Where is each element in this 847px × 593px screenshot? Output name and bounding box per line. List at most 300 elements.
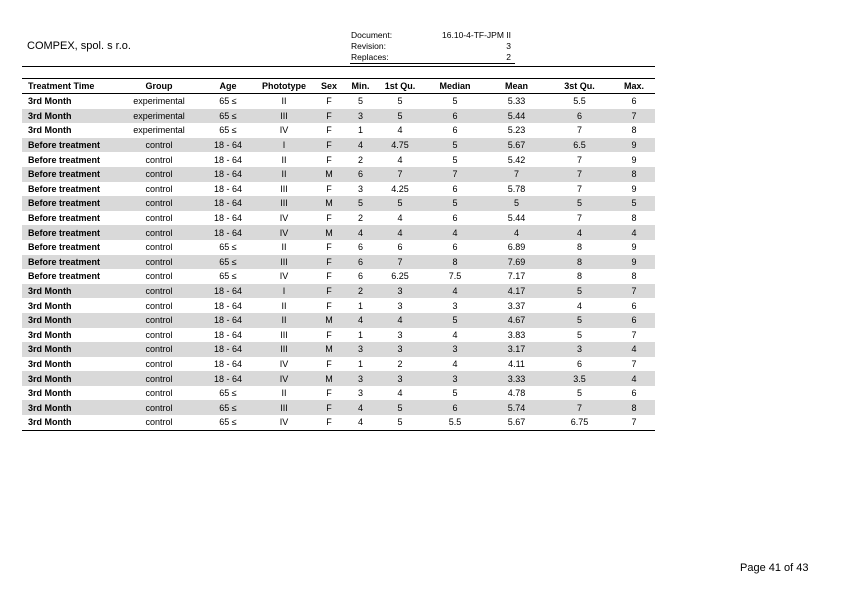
- cell-age: 18 - 64: [202, 313, 254, 328]
- cell-1st-qu: 6: [397, 242, 403, 253]
- meta-document-value: 16.10-4-TF-JPM II: [442, 30, 511, 40]
- cell-mean: 4.67: [487, 313, 546, 328]
- table-row: [22, 211, 655, 226]
- cell-phototype: II: [281, 242, 287, 253]
- cell-min: 5: [357, 96, 363, 107]
- cell-age: 18 - 64: [202, 225, 254, 240]
- cell-3st-qu: 6.5: [546, 138, 613, 153]
- cell-sex: F: [326, 213, 332, 224]
- table-row: [22, 328, 655, 343]
- cell-1st-qu: 7: [377, 255, 423, 270]
- table-row: [22, 357, 655, 372]
- cell-1st-qu: 5: [377, 109, 423, 124]
- cell-mean: 3.83: [507, 329, 526, 340]
- cell-mean: 5.44: [507, 213, 526, 224]
- cell-group: control: [116, 313, 202, 328]
- table-row: [22, 284, 655, 299]
- cell-phototype: IV: [279, 358, 289, 369]
- cell-mean: 7: [487, 167, 546, 182]
- meta-document-row: [351, 30, 511, 41]
- cell-treatment-time: Before treatment: [28, 154, 101, 165]
- cell-age: 65 ≤: [219, 388, 237, 399]
- cell-group: control: [145, 388, 173, 399]
- cell-age: 18 - 64: [213, 358, 243, 369]
- cell-phototype: III: [254, 400, 314, 415]
- col-header-median: Median: [423, 79, 487, 94]
- cell-1st-qu: 5: [377, 415, 423, 430]
- cell-median: 4: [452, 358, 458, 369]
- cell-max: 9: [613, 255, 655, 270]
- cell-median: 3: [423, 342, 487, 357]
- cell-treatment-time: Before treatment: [22, 225, 116, 240]
- col-header-3st-qu: 3st Qu.: [546, 79, 613, 94]
- cell-phototype: IV: [279, 213, 289, 224]
- cell-age: 65 ≤: [219, 96, 237, 107]
- cell-1st-qu: 3: [397, 329, 403, 340]
- cell-median: 6: [423, 400, 487, 415]
- meta-replaces-value: 2: [506, 52, 511, 62]
- cell-sex: F: [314, 400, 344, 415]
- cell-max: 4: [613, 225, 655, 240]
- cell-group: control: [116, 371, 202, 386]
- cell-3st-qu: 6: [576, 358, 582, 369]
- cell-3st-qu: 8: [546, 255, 613, 270]
- col-header-mean: Mean: [487, 79, 546, 94]
- table-row: [22, 371, 655, 386]
- cell-1st-qu: 7: [377, 167, 423, 182]
- cell-max: 4: [613, 371, 655, 386]
- cell-1st-qu: 4.75: [377, 138, 423, 153]
- cell-3st-qu: 7: [576, 154, 582, 165]
- cell-min: 1: [357, 125, 363, 136]
- cell-phototype: III: [280, 183, 288, 194]
- cell-phototype: II: [254, 313, 314, 328]
- cell-sex: F: [314, 109, 344, 124]
- cell-1st-qu: 5: [397, 96, 403, 107]
- cell-sex: M: [314, 342, 344, 357]
- table-row: [22, 313, 655, 328]
- cell-1st-qu: 4: [377, 313, 423, 328]
- cell-age: 18 - 64: [213, 329, 243, 340]
- cell-max: 4: [613, 342, 655, 357]
- cell-sex: M: [314, 371, 344, 386]
- cell-max: 6: [613, 313, 655, 328]
- meta-replaces-row: [351, 52, 511, 63]
- cell-group: control: [145, 183, 173, 194]
- cell-phototype: IV: [254, 225, 314, 240]
- cell-group: control: [145, 154, 173, 165]
- cell-phototype: III: [254, 342, 314, 357]
- cell-age: 65 ≤: [219, 125, 237, 136]
- cell-min: 4: [344, 138, 377, 153]
- cell-max: 8: [613, 400, 655, 415]
- table-header-row: [22, 79, 655, 94]
- col-header-treatment-time: Treatment Time: [22, 79, 116, 94]
- cell-median: 6: [452, 242, 458, 253]
- cell-group: control: [116, 255, 202, 270]
- cell-median: 4: [423, 225, 487, 240]
- cell-sex: F: [326, 300, 332, 311]
- cell-treatment-time: 3rd Month: [22, 284, 116, 299]
- statistics-table: [22, 78, 655, 431]
- cell-mean: 4.17: [487, 284, 546, 299]
- cell-min: 1: [357, 329, 363, 340]
- cell-1st-qu: 4: [397, 388, 403, 399]
- cell-mean: 3.37: [507, 300, 526, 311]
- cell-mean: 5.33: [507, 96, 526, 107]
- cell-phototype: IV: [279, 125, 289, 136]
- cell-treatment-time: 3rd Month: [22, 109, 116, 124]
- cell-treatment-time: 3rd Month: [28, 300, 72, 311]
- cell-treatment-time: 3rd Month: [22, 342, 116, 357]
- cell-sex: M: [314, 313, 344, 328]
- cell-mean: 5.78: [507, 183, 526, 194]
- cell-max: 7: [631, 329, 637, 340]
- cell-group: control: [116, 342, 202, 357]
- cell-treatment-time: Before treatment: [22, 196, 116, 211]
- cell-group: experimental: [133, 96, 185, 107]
- cell-max: 9: [631, 242, 637, 253]
- cell-mean: 5.74: [487, 400, 546, 415]
- cell-3st-qu: 6: [546, 109, 613, 124]
- cell-group: control: [145, 242, 173, 253]
- cell-treatment-time: Before treatment: [22, 255, 116, 270]
- cell-age: 18 - 64: [202, 371, 254, 386]
- cell-mean: 5.42: [507, 154, 526, 165]
- cell-treatment-time: 3rd Month: [28, 358, 72, 369]
- cell-3st-qu: 7: [576, 213, 582, 224]
- cell-treatment-time: Before treatment: [22, 138, 116, 153]
- cell-max: 9: [631, 154, 637, 165]
- cell-mean: 5.44: [487, 109, 546, 124]
- table-row: [22, 196, 655, 211]
- cell-3st-qu: 5.5: [573, 96, 586, 107]
- cell-min: 6: [357, 271, 363, 282]
- cell-min: 3: [357, 388, 363, 399]
- cell-3st-qu: 4: [576, 300, 582, 311]
- cell-group: experimental: [116, 109, 202, 124]
- cell-mean: 4.11: [508, 358, 525, 369]
- cell-mean: 3.33: [487, 371, 546, 386]
- cell-group: control: [116, 284, 202, 299]
- col-header-phototype: Phototype: [254, 79, 314, 94]
- cell-3st-qu: 5: [576, 329, 582, 340]
- cell-median: 5: [452, 96, 458, 107]
- cell-sex: F: [326, 154, 332, 165]
- cell-treatment-time: 3rd Month: [28, 388, 72, 399]
- cell-1st-qu: 4: [397, 154, 403, 165]
- table-row: [22, 415, 655, 430]
- cell-treatment-time: Before treatment: [28, 213, 101, 224]
- cell-age: 18 - 64: [213, 154, 243, 165]
- cell-3st-qu: 5: [546, 313, 613, 328]
- cell-max: 9: [613, 138, 655, 153]
- cell-sex: F: [326, 388, 332, 399]
- meta-revision-value: 3: [506, 41, 511, 51]
- cell-min: 6: [357, 242, 363, 253]
- cell-age: 65 ≤: [202, 415, 254, 430]
- table-row: [22, 167, 655, 182]
- cell-3st-qu: 8: [576, 242, 582, 253]
- cell-1st-qu: 3: [377, 371, 423, 386]
- cell-3st-qu: 7: [546, 400, 613, 415]
- cell-median: 4: [423, 284, 487, 299]
- col-header-max: Max.: [613, 79, 655, 94]
- cell-1st-qu: 4: [397, 213, 403, 224]
- cell-max: 8: [631, 271, 637, 282]
- cell-min: 4: [344, 400, 377, 415]
- cell-min: 1: [357, 358, 363, 369]
- col-header-sex: Sex: [314, 79, 344, 94]
- cell-median: 3: [423, 371, 487, 386]
- cell-sex: M: [314, 225, 344, 240]
- cell-min: 5: [344, 196, 377, 211]
- cell-1st-qu: 3: [377, 284, 423, 299]
- cell-group: control: [116, 225, 202, 240]
- cell-treatment-time: Before treatment: [28, 242, 101, 253]
- cell-max: 8: [613, 167, 655, 182]
- cell-group: control: [116, 415, 202, 430]
- cell-treatment-time: 3rd Month: [22, 313, 116, 328]
- cell-median: 8: [423, 255, 487, 270]
- cell-group: experimental: [133, 125, 185, 136]
- cell-median: 6: [452, 213, 458, 224]
- table-row: [22, 123, 655, 138]
- cell-3st-qu: 3: [546, 342, 613, 357]
- cell-max: 8: [631, 125, 637, 136]
- cell-group: control: [145, 358, 173, 369]
- cell-treatment-time: 3rd Month: [22, 400, 116, 415]
- cell-min: 2: [357, 154, 363, 165]
- cell-age: 65 ≤: [219, 271, 237, 282]
- table-row: [22, 269, 655, 284]
- cell-age: 18 - 64: [202, 342, 254, 357]
- cell-treatment-time: Before treatment: [28, 183, 101, 194]
- cell-mean: 5.23: [507, 125, 526, 136]
- cell-max: 7: [613, 109, 655, 124]
- cell-treatment-time: 3rd Month: [28, 96, 72, 107]
- table-row: [22, 255, 655, 270]
- meta-divider: [350, 63, 515, 64]
- cell-1st-qu: 5: [377, 400, 423, 415]
- cell-sex: F: [326, 358, 332, 369]
- cell-phototype: III: [254, 109, 314, 124]
- cell-mean: 7.17: [507, 271, 526, 282]
- cell-3st-qu: 4: [546, 225, 613, 240]
- cell-sex: F: [314, 415, 344, 430]
- cell-age: 65 ≤: [219, 242, 237, 253]
- cell-mean: 4: [487, 225, 546, 240]
- cell-phototype: IV: [279, 271, 289, 282]
- cell-sex: F: [314, 255, 344, 270]
- cell-sex: M: [314, 167, 344, 182]
- cell-median: 5.5: [423, 415, 487, 430]
- cell-max: 6: [631, 96, 637, 107]
- cell-min: 4: [344, 313, 377, 328]
- cell-max: 6: [631, 388, 637, 399]
- meta-replaces-label: Replaces:: [351, 52, 389, 62]
- cell-min: 2: [344, 284, 377, 299]
- cell-mean: 3.17: [487, 342, 546, 357]
- table-row: [22, 298, 655, 313]
- table-row: [22, 342, 655, 357]
- cell-age: 18 - 64: [202, 284, 254, 299]
- meta-revision-label: Revision:: [351, 41, 386, 51]
- cell-3st-qu: 8: [576, 271, 582, 282]
- cell-1st-qu: 4: [377, 225, 423, 240]
- cell-3st-qu: 7: [546, 167, 613, 182]
- cell-phototype: I: [254, 138, 314, 153]
- cell-treatment-time: 3rd Month: [22, 371, 116, 386]
- cell-phototype: I: [254, 284, 314, 299]
- cell-sex: F: [326, 96, 332, 107]
- cell-group: control: [145, 271, 173, 282]
- cell-median: 5: [452, 388, 458, 399]
- cell-age: 65 ≤: [202, 109, 254, 124]
- cell-age: 18 - 64: [202, 167, 254, 182]
- cell-sex: F: [326, 242, 332, 253]
- cell-mean: 5.67: [487, 415, 546, 430]
- cell-mean: 5.67: [487, 138, 546, 153]
- table-row: [22, 109, 655, 124]
- cell-max: 7: [613, 284, 655, 299]
- col-header-group: Group: [116, 79, 202, 94]
- cell-median: 7.5: [448, 271, 462, 282]
- cell-median: 5: [423, 138, 487, 153]
- cell-sex: M: [314, 196, 344, 211]
- cell-group: control: [145, 300, 173, 311]
- table-row: [22, 400, 655, 415]
- cell-phototype: III: [254, 196, 314, 211]
- cell-median: 3: [452, 300, 458, 311]
- cell-age: 18 - 64: [213, 183, 243, 194]
- cell-median: 5: [423, 196, 487, 211]
- cell-group: control: [145, 329, 173, 340]
- table-row: [22, 152, 655, 167]
- cell-3st-qu: 5: [546, 284, 613, 299]
- cell-median: 5: [452, 154, 458, 165]
- cell-sex: F: [326, 125, 332, 136]
- table-row: [22, 138, 655, 153]
- cell-1st-qu: 5: [377, 196, 423, 211]
- cell-age: 18 - 64: [213, 213, 243, 224]
- cell-min: 4: [344, 225, 377, 240]
- meta-revision-row: [351, 41, 511, 52]
- cell-sex: F: [314, 284, 344, 299]
- cell-sex: F: [326, 183, 332, 194]
- cell-group: control: [116, 196, 202, 211]
- cell-min: 6: [344, 167, 377, 182]
- page-number: Page 41 of 43: [740, 562, 809, 574]
- cell-max: 6: [631, 300, 637, 311]
- cell-sex: F: [326, 271, 332, 282]
- cell-mean: 7.69: [487, 255, 546, 270]
- cell-group: control: [116, 138, 202, 153]
- cell-treatment-time: 3rd Month: [28, 125, 72, 136]
- cell-phototype: IV: [254, 371, 314, 386]
- cell-max: 9: [631, 183, 637, 194]
- cell-group: control: [145, 213, 173, 224]
- cell-min: 2: [357, 213, 363, 224]
- cell-age: 18 - 64: [202, 196, 254, 211]
- cell-phototype: II: [281, 300, 287, 311]
- cell-3st-qu: 7: [576, 125, 582, 136]
- cell-max: 5: [613, 196, 655, 211]
- cell-median: 4: [452, 329, 458, 340]
- cell-group: control: [116, 400, 202, 415]
- cell-treatment-time: Before treatment: [22, 167, 116, 182]
- cell-median: 6: [423, 109, 487, 124]
- cell-1st-qu: 4.25: [391, 183, 409, 194]
- cell-treatment-time: 3rd Month: [22, 415, 116, 430]
- cell-min: 3: [344, 342, 377, 357]
- col-header-age: Age: [202, 79, 254, 94]
- cell-treatment-time: Before treatment: [28, 271, 101, 282]
- cell-sex: F: [314, 138, 344, 153]
- table-row: [22, 240, 655, 255]
- cell-1st-qu: 3: [377, 342, 423, 357]
- cell-3st-qu: 6.75: [546, 415, 613, 430]
- cell-phototype: II: [281, 388, 287, 399]
- cell-phototype: II: [281, 96, 287, 107]
- cell-age: 65 ≤: [202, 400, 254, 415]
- cell-1st-qu: 2: [397, 358, 403, 369]
- cell-median: 5: [423, 313, 487, 328]
- meta-document-label: Document:: [351, 30, 393, 40]
- cell-phototype: IV: [254, 415, 314, 430]
- cell-mean: 5: [487, 196, 546, 211]
- cell-phototype: III: [280, 329, 288, 340]
- cell-min: 1: [357, 300, 363, 311]
- cell-min: 3: [344, 371, 377, 386]
- cell-1st-qu: 4: [397, 125, 403, 136]
- cell-3st-qu: 7: [576, 183, 582, 194]
- cell-min: 3: [357, 183, 363, 194]
- cell-mean: 4.78: [507, 388, 526, 399]
- cell-min: 3: [344, 109, 377, 124]
- cell-3st-qu: 5: [546, 196, 613, 211]
- cell-median: 6: [452, 125, 458, 136]
- cell-mean: 6.89: [507, 242, 526, 253]
- cell-1st-qu: 6.25: [391, 271, 409, 282]
- col-header-min: Min.: [344, 79, 377, 94]
- table-row: [22, 225, 655, 240]
- cell-min: 6: [344, 255, 377, 270]
- cell-max: 7: [613, 415, 655, 430]
- col-header-1st-qu: 1st Qu.: [377, 79, 423, 94]
- cell-age: 65 ≤: [202, 255, 254, 270]
- cell-median: 7: [423, 167, 487, 182]
- cell-min: 4: [344, 415, 377, 430]
- cell-age: 18 - 64: [202, 138, 254, 153]
- header-divider: [22, 66, 655, 67]
- table-row: [22, 94, 655, 109]
- document-meta: [351, 30, 511, 63]
- cell-3st-qu: 3.5: [546, 371, 613, 386]
- cell-phototype: II: [254, 167, 314, 182]
- cell-age: 18 - 64: [213, 300, 243, 311]
- table-row: [22, 386, 655, 401]
- cell-max: 8: [631, 213, 637, 224]
- company-name: COMPEX, spol. s r.o.: [27, 40, 131, 52]
- cell-max: 7: [631, 358, 637, 369]
- cell-3st-qu: 5: [576, 388, 582, 399]
- cell-median: 6: [452, 183, 458, 194]
- cell-phototype: III: [254, 255, 314, 270]
- cell-group: control: [116, 167, 202, 182]
- cell-phototype: II: [281, 154, 287, 165]
- cell-1st-qu: 3: [397, 300, 403, 311]
